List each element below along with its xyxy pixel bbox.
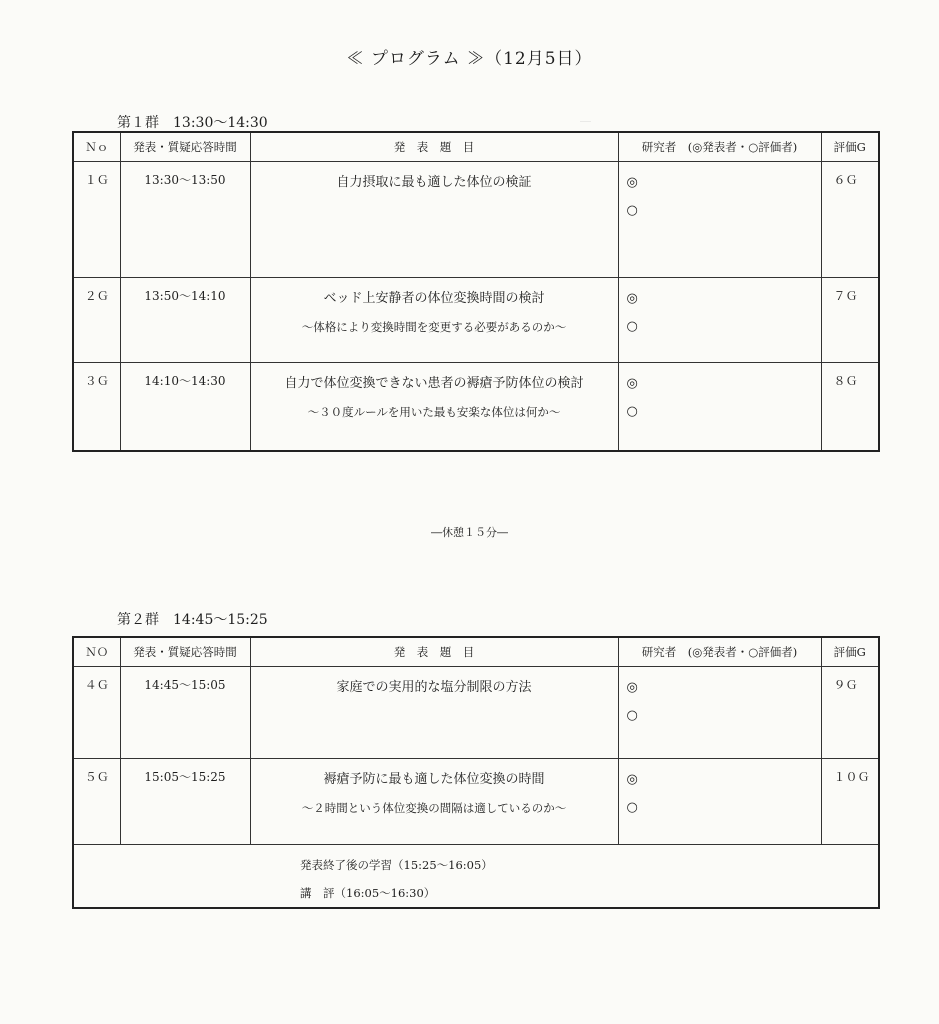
header-topic: 発 表 題 目 (250, 637, 618, 667)
row-eval: ６Ｇ (833, 173, 858, 187)
row-no: １Ｇ (84, 173, 109, 187)
row-time: 13:50～14:10 (144, 289, 226, 303)
table-header-row (73, 132, 879, 162)
header-no: ＮＯ (73, 637, 120, 667)
evaluator-mark: ○ (626, 800, 638, 815)
row-time: 14:45～15:05 (144, 678, 226, 692)
header-no: Ｎｏ (73, 132, 120, 162)
row-title (251, 667, 618, 702)
header-eval: 評価G (821, 132, 879, 162)
table-row (73, 162, 879, 278)
row-title-text: 家庭での実用的な塩分制限の方法 (336, 680, 532, 695)
row-time: 14:10～14:30 (144, 374, 226, 388)
evaluator-mark: ○ (626, 203, 638, 218)
show-through-text: ＿ (580, 110, 591, 123)
table-row (73, 759, 879, 845)
row-title (251, 162, 618, 197)
header-eval: 評価G (821, 637, 879, 667)
presenter-mark: ◎ (626, 376, 638, 391)
row-title (251, 759, 618, 822)
row-time: 13:30～13:50 (144, 173, 226, 187)
header-topic: 発 表 題 目 (250, 132, 618, 162)
row-title (251, 278, 618, 341)
evaluator-mark: ○ (626, 404, 638, 419)
table-row (73, 278, 879, 363)
group2-label: 第２群 14:45～15:25 (117, 612, 268, 628)
row-title-text: ベッド上安静者の体位変換時間の検討 (323, 291, 545, 306)
row-researchers (619, 278, 821, 341)
row-no: ４Ｇ (84, 678, 109, 692)
table-header-row (73, 637, 879, 667)
presenter-mark: ◎ (626, 772, 638, 787)
footer-cell (73, 845, 879, 909)
row-title-text: 褥瘡予防に最も適した体位変換の時間 (323, 772, 545, 787)
header-researchers: 研究者 (◎発表者・○評価者) (618, 132, 821, 162)
table-row (73, 667, 879, 759)
table-row (73, 363, 879, 451)
row-researchers (619, 759, 821, 822)
row-subtitle: ～２時間という体位変換の間隔は適しているのか～ (301, 801, 567, 815)
post-session-study: 発表終了後の学習（15:25～16:05） (300, 858, 493, 872)
row-researchers (619, 363, 821, 426)
row-time: 15:05～15:25 (144, 770, 226, 784)
evaluator-mark: ○ (626, 319, 638, 334)
presenter-mark: ◎ (626, 291, 638, 306)
header-time: 発表・質疑応答時間 (120, 132, 250, 162)
row-title-text: 自力で体位変換できない患者の褥瘡予防体位の検討 (284, 376, 584, 391)
row-title-text: 自力摂取に最も適した体位の検証 (336, 175, 532, 190)
row-title (251, 363, 618, 426)
row-eval: ８Ｇ (833, 374, 858, 388)
presenter-mark: ◎ (626, 680, 638, 695)
presenter-mark: ◎ (626, 175, 638, 190)
row-eval: ９Ｇ (833, 678, 858, 692)
row-no: ５Ｇ (84, 770, 109, 784)
page-title: ≪ プログラム ≫（12月5日） (346, 49, 593, 69)
row-no: ３Ｇ (84, 374, 109, 388)
row-eval: １０Ｇ (833, 770, 870, 784)
row-subtitle: ～３０度ルールを用いた最も安楽な体位は何か～ (307, 405, 561, 419)
row-no: ２Ｇ (84, 289, 109, 303)
row-eval: ７Ｇ (833, 289, 858, 303)
review-session: 講 評（16:05～16:30） (300, 886, 436, 900)
evaluator-mark: ○ (626, 708, 638, 723)
row-subtitle: ～体格により変換時間を変更する必要があるのか～ (301, 320, 567, 334)
table-footer-row (73, 845, 879, 909)
header-time: 発表・質疑応答時間 (120, 637, 250, 667)
row-researchers (619, 667, 821, 730)
row-researchers (619, 162, 821, 225)
header-researchers: 研究者 (◎発表者・○評価者) (618, 637, 821, 667)
group2-table (72, 636, 880, 909)
group1-table (72, 131, 880, 452)
group1-label: 第１群 13:30～14:30 (117, 115, 268, 131)
break-notice: ―休憩１５分― (431, 526, 508, 539)
